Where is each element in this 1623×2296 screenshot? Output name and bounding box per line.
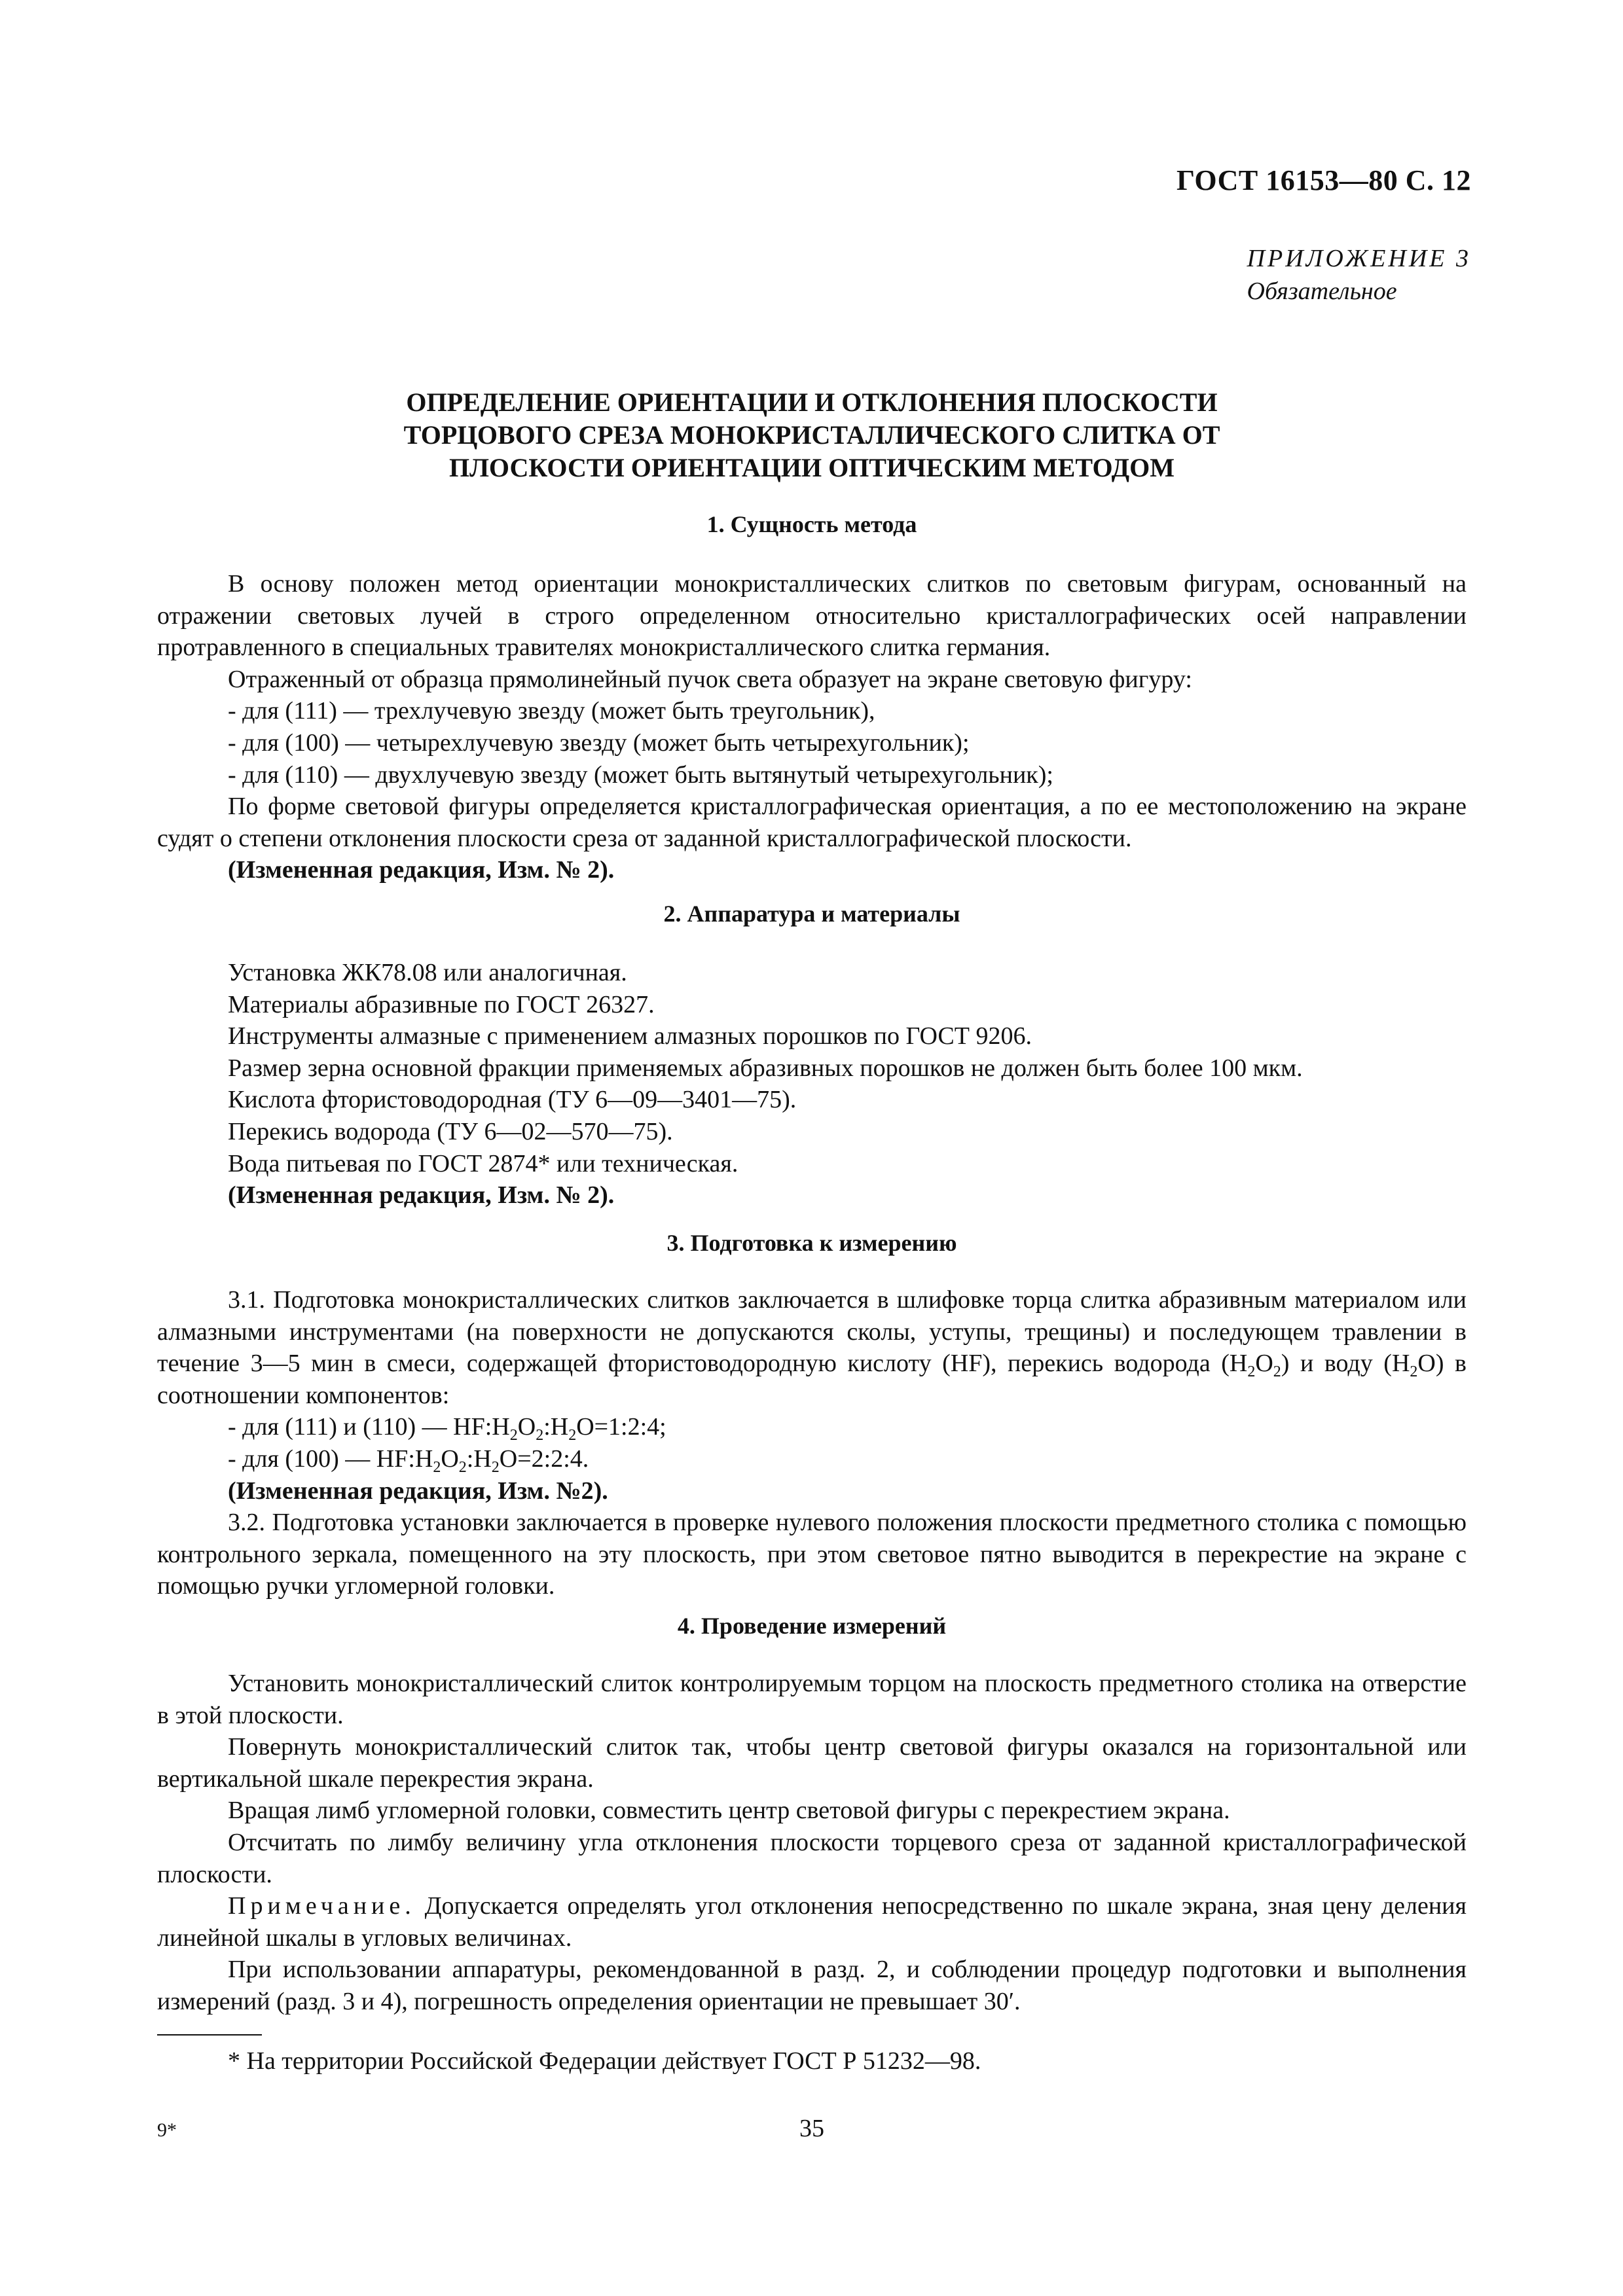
section-2-line-6: Перекись водорода (ТУ 6—02—570—75). xyxy=(228,1117,673,1145)
appendix-label: ПРИЛОЖЕНИЕ 3 xyxy=(1247,245,1471,272)
section-1-heading: 1. Сущность метода xyxy=(706,511,917,537)
page-number: 35 xyxy=(799,2115,824,2142)
section-4-body xyxy=(157,1668,1467,2018)
section-2-line-7: Вода питьевая по ГОСТ 2874* или техническая. xyxy=(228,1149,739,1177)
section-4-heading: 4. Проведение измерений xyxy=(677,1613,947,1639)
document-title xyxy=(157,386,1467,484)
section-2-body xyxy=(157,957,1467,1211)
section-1-amendment: (Измененная редакция, Изм. № 2). xyxy=(228,856,615,884)
section-4-note xyxy=(157,1890,1467,1954)
footnote: * На территории Российской Федерации действует ГОСТ Р 51232—98. xyxy=(228,2047,981,2075)
section-3-list-item-1: - для (111) и (110) — $HF:H_2O_2:H_2O=1:2:4$; xyxy=(228,1413,666,1444)
section-3-amendment: (Измененная редакция, Изм. №2). xyxy=(228,1477,608,1505)
section-1-list-item-3: - для (110) — двухлучевую звезду (может быть вытянутый четырехугольник); xyxy=(228,761,1053,789)
appendix-status: Обязательное xyxy=(1247,278,1397,305)
appendix-label-block xyxy=(1247,242,1471,308)
signature-mark: 9* xyxy=(157,2119,177,2141)
section-1-paragraph-2: Отраженный от образца прямолинейный пучок света образует на экране световую фигуру: xyxy=(228,665,1192,693)
section-4-paragraph-4: Отсчитать по лимбу величину угла отклонения плоскости торцевого среза от заданной кристаллографической плоскости. xyxy=(157,1828,1467,1888)
section-3-heading: 3. Подготовка к измерению xyxy=(666,1230,957,1256)
footnote-divider xyxy=(157,2034,262,2036)
section-2-heading: 2. Аппаратура и материалы xyxy=(663,901,960,927)
section-4-paragraph-5: При использовании аппаратуры, рекомендованной в разд. 2, и соблюдении процедур подготовки и выполнения измерений (разд. 3 и 4), погрешность определения ориентации не превышает 30′. xyxy=(157,1956,1467,2015)
title-line-3: ПЛОСКОСТИ ОРИЕНТАЦИИ ОПТИЧЕСКИМ МЕТОДОМ xyxy=(449,453,1175,482)
section-1-list-item-1: - для (111) — трехлучевую звезду (может быть треугольник), xyxy=(228,697,875,725)
section-3-body xyxy=(157,1284,1467,1602)
section-4-paragraph-1: Установить монокристаллический слиток контролируемым торцом на плоскость предметного столика на отверстие в этой плоскости. xyxy=(157,1670,1467,1729)
section-1-body xyxy=(157,568,1467,886)
section-2-line-1: Установка ЖК78.08 или аналогичная. xyxy=(228,959,627,986)
section-3-paragraph-1: 3.1. Подготовка монокристаллических слитков заключается в шлифовке торца слитка абразивным материалом или алмазными инструментами (на поверхности не допускаются сколы, уступы, трещины) и последующем травлении в течение 3—5 мин в смеси, содержащей фтористоводородную кислоту (HF), перекись водорода $(H_2O_2)$ и воду $(H_2O)$ в соотношении компонентов: xyxy=(157,1286,1467,1409)
section-2-line-3: Инструменты алмазные с применением алмазных порошков по ГОСТ 9206. xyxy=(228,1022,1032,1050)
section-3-list-item-2: - для (100) — $HF:H_2O_2:H_2O=2:2:4$. xyxy=(228,1444,589,1476)
section-4-paragraph-2: Повернуть монокристаллический слиток так, чтобы центр световой фигуры оказался на горизонтальной или вертикальной шкале перекрестия экрана. xyxy=(157,1733,1467,1793)
section-1-paragraph-1: В основу положен метод ориентации монокристаллических слитков по световым фигурам, основанный на отражении световых лучей в строго определенном относительно кристаллографических осей направлении протравленного в специальных травителях монокристаллического слитка германия. xyxy=(157,570,1467,662)
section-2-line-4: Размер зерна основной фракции применяемых абразивных порошков не должен быть более 100 мкм. xyxy=(228,1054,1303,1082)
section-1-list-item-2: - для (100) — четырехлучевую звезду (может быть четырехугольник); xyxy=(228,728,970,757)
note-text: Допускается определять угол отклонения непосредственно по шкале экрана, зная цену деления линейной шкалы в угловых величинах. xyxy=(157,1892,1467,1952)
section-2-amendment: (Измененная редакция, Изм. № 2). xyxy=(228,1181,615,1210)
section-3-paragraph-2: 3.2. Подготовка установки заключается в проверке нулевого положения плоскости предметного столика с помощью контрольного зеркала, помещенного на эту плоскость, при этом световое пятно выводится в перекрестие на экране с помощью ручки угломерной головки. xyxy=(157,1509,1467,1600)
title-line-1: ОПРЕДЕЛЕНИЕ ОРИЕНТАЦИИ И ОТКЛОНЕНИЯ ПЛОСКОСТИ xyxy=(406,387,1218,417)
document-reference: ГОСТ 16153—80 С. 12 xyxy=(1176,164,1471,196)
section-1-paragraph-3: По форме световой фигуры определяется кристаллографическая ориентация, а по ее местоположению на экране судят о степени отклонения плоскости среза от заданной кристаллографической плоскости. xyxy=(157,793,1467,852)
section-2-line-2: Материалы абразивные по ГОСТ 26327. xyxy=(228,990,655,1018)
section-4-paragraph-3: Вращая лимб угломерной головки, совместить центр световой фигуры с перекрестием экрана. xyxy=(228,1797,1230,1825)
section-2-line-5: Кислота фтористоводородная (ТУ 6—09—3401—75). xyxy=(228,1086,797,1114)
note-label: Примечание. xyxy=(228,1892,416,1920)
title-line-2: ТОРЦОВОГО СРЕЗА МОНОКРИСТАЛЛИЧЕСКОГО СЛИТКА ОТ xyxy=(403,420,1220,450)
